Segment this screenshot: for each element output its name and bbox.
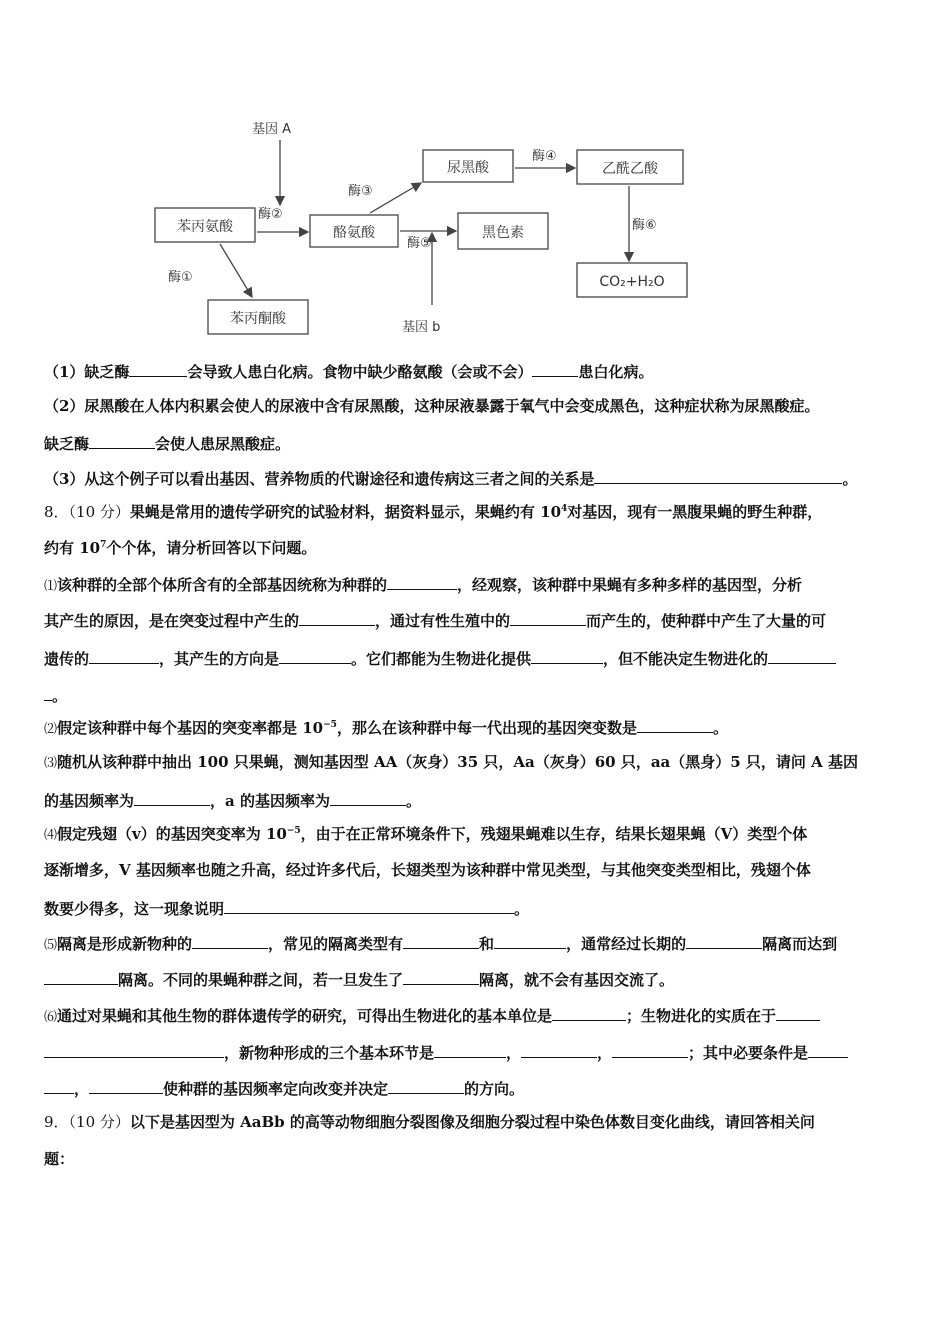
q8-p6-line3 <box>44 1077 910 1099</box>
exponent: 7 <box>100 540 107 550</box>
answer-blank <box>637 716 713 733</box>
q8-intro-line1 <box>44 502 910 522</box>
text: 。 <box>52 687 68 705</box>
q8-p4-line2 <box>44 860 910 880</box>
enzyme-5-label: 酶⑤ <box>407 236 432 251</box>
text: 逐渐增多，V 基因频率也随之升高，经过许多代后，长翅类型为该种群中常见类型，与其他突变类型相比，残翅个体 <box>44 861 811 879</box>
text: 数要少得多，这一现象说明 <box>44 900 225 918</box>
enzyme-1-label: 酶① <box>168 270 193 285</box>
sub-number: ⑹ <box>44 1010 58 1025</box>
answer-blank <box>594 467 842 484</box>
answer-blank <box>44 1077 74 1094</box>
text: ，由于在正常环境条件下，残翅果蝇难以生存，结果长翅果蝇（V）类型个体 <box>300 825 808 843</box>
answer-blank <box>44 968 118 985</box>
text: 果蝇是常用的遗传学研究的试验材料，据资料显示，果蝇约有 10 <box>129 503 562 521</box>
question-number: 8．（10 分） <box>44 503 130 521</box>
answer-blank <box>330 789 406 806</box>
text: 会导致人患白化病。食物中缺少酪氨酸（会或不会） <box>187 363 533 381</box>
text: 隔离。不同的果蝇种群之间，若一旦发生了 <box>118 971 404 989</box>
answer-blank <box>129 360 187 377</box>
text: 遗传的 <box>44 650 90 668</box>
answer-blank <box>44 684 52 701</box>
text: 。它们都能为生物进化提供 <box>351 650 532 668</box>
answer-blank <box>279 647 351 664</box>
q7-part3 <box>44 467 910 489</box>
enzyme-4-label: 酶④ <box>532 149 557 164</box>
text: 题： <box>44 1150 75 1168</box>
enzyme-6-label: 酶⑥ <box>632 218 657 233</box>
q8-p1-line1 <box>44 573 910 597</box>
answer-blank <box>434 1041 506 1058</box>
node-phenylpyruvic: 苯丙酮酸 <box>230 311 286 327</box>
answer-blank <box>388 1077 464 1094</box>
text: ，但不能决定生物进化的 <box>603 650 769 668</box>
text: 而产生的，使种群中产生了大量的可 <box>586 612 827 630</box>
answer-blank <box>686 932 762 949</box>
arrow-e3 <box>370 183 421 213</box>
text: 假定该种群中每个基因的突变率都是 10 <box>57 719 324 737</box>
text: ，其产生的方向是 <box>159 650 280 668</box>
text: 。 <box>712 719 728 737</box>
text: 的基因频率为 <box>44 792 135 810</box>
q7-part2-line2 <box>44 432 910 454</box>
text: ， <box>597 1044 613 1062</box>
q8-p1-line4 <box>44 684 910 706</box>
q8-p2 <box>44 716 910 740</box>
text: 的方向。 <box>464 1080 525 1098</box>
q7-part2-line1 <box>44 396 910 416</box>
text: 缺乏酶 <box>44 435 90 453</box>
q8-p4-line3 <box>44 897 910 919</box>
text: 。 <box>405 792 421 810</box>
node-tyrosine: 酪氨酸 <box>333 225 375 241</box>
q8-p6-line1 <box>44 1004 910 1028</box>
text: 。 <box>514 900 530 918</box>
text: ，那么在该种群中每一代出现的基因突变数是 <box>336 719 637 737</box>
text: ，a 的基因频率为 <box>210 792 330 810</box>
answer-blank <box>612 1041 688 1058</box>
text: ，通常经过长期的 <box>566 935 687 953</box>
text: ，新物种形成的三个基本环节是 <box>224 1044 435 1062</box>
text: 个个体，请分析回答以下问题。 <box>106 539 317 557</box>
sub-number: ⑷ <box>44 828 58 843</box>
node-co2-h2o: CO₂+H₂O <box>599 274 665 290</box>
text: ，通过有性生殖中的 <box>375 612 511 630</box>
text: 以下是基因型为 AaBb 的高等动物细胞分裂图像及细胞分裂过程中染色体数目变化曲线，请回答相关问 <box>129 1113 815 1131</box>
answer-blank <box>776 1004 820 1021</box>
q8-p3-line1 <box>44 752 910 774</box>
text: （2）尿黑酸在人体内积累会使人的尿液中含有尿黑酸，这种尿液暴露于氧气中会变成黑色，这种症状称为尿黑酸症。 <box>44 397 820 415</box>
text: （3）从这个例子可以看出基因、营养物质的代谢途径和遗传病这三者之间的关系是 <box>44 470 595 488</box>
gene-a-label: 基因 A <box>252 122 292 137</box>
q9-line1 <box>44 1112 910 1132</box>
answer-blank <box>403 932 479 949</box>
answer-blank <box>531 647 603 664</box>
text: 约有 10 <box>44 539 101 557</box>
text: （1）缺乏酶 <box>44 363 130 381</box>
node-melanin: 黑色素 <box>482 225 524 241</box>
text: ，经观察，该种群中果蝇有多种多样的基因型，分析 <box>457 576 803 594</box>
sub-number: ⑶ <box>44 756 58 771</box>
q8-p1-line2 <box>44 609 910 631</box>
text: 隔离，就不会有基因交流了。 <box>479 971 675 989</box>
text: ，常见的隔离类型有 <box>268 935 404 953</box>
text: 会使人患尿黑酸症。 <box>155 435 291 453</box>
answer-blank <box>89 647 159 664</box>
q8-p6-line2 <box>44 1041 910 1063</box>
text: 隔离而达到 <box>762 935 838 953</box>
exponent: −5 <box>286 826 301 836</box>
node-homogentisic: 尿黑酸 <box>447 160 489 176</box>
answer-blank <box>768 647 836 664</box>
node-phenylalanine: 苯丙氨酸 <box>177 219 233 235</box>
text: 。 <box>842 470 858 488</box>
text: 通过对果蝇和其他生物的群体遗传学的研究，可得出生物进化的基本单位是 <box>57 1007 553 1025</box>
q8-p3-line2 <box>44 789 910 811</box>
answer-blank <box>224 897 514 914</box>
arrow-e1 <box>220 244 252 297</box>
answer-blank <box>521 1041 597 1058</box>
answer-blank <box>192 932 268 949</box>
answer-blank <box>552 1004 626 1021</box>
text: ；生物进化的实质在于 <box>626 1007 777 1025</box>
q7-part1 <box>44 360 910 382</box>
text: 其产生的原因，是在突变过程中产生的 <box>44 612 300 630</box>
text: 对基因，现有一黑腹果蝇的野生种群， <box>567 503 823 521</box>
q8-p5-line1 <box>44 932 910 956</box>
gene-b-label: 基因 b <box>402 320 441 335</box>
text: ， <box>74 1080 90 1098</box>
answer-blank <box>532 360 578 377</box>
exponent: −5 <box>323 720 337 730</box>
text: ；其中必要条件是 <box>688 1044 809 1062</box>
answer-blank <box>89 432 155 449</box>
answer-blank <box>299 609 375 626</box>
text: 使种群的基因频率定向改变并决定 <box>163 1080 389 1098</box>
q8-p5-line2 <box>44 968 910 990</box>
enzyme-3-label: 酶③ <box>348 184 373 199</box>
text: 随机从该种群中抽出 100 只果蝇，测知基因型 AA（灰身）35 只，Aa（灰身）60 只，aa（黑身）5 只，请问 A 基因 <box>57 753 859 771</box>
text: 假定残翅（v）的基因突变率为 10 <box>57 825 287 843</box>
answer-blank <box>510 609 586 626</box>
answer-blank <box>494 932 566 949</box>
text: ， <box>506 1044 522 1062</box>
text: 隔离是形成新物种的 <box>57 935 193 953</box>
q8-p1-line3 <box>44 647 910 669</box>
sub-number: ⑴ <box>44 579 58 594</box>
text: 患白化病。 <box>578 363 654 381</box>
question-number: 9．（10 分） <box>44 1113 130 1131</box>
sub-number: ⑵ <box>44 722 58 737</box>
q9-line2 <box>44 1149 910 1169</box>
node-acetoacetic: 乙酰乙酸 <box>602 161 658 177</box>
enzyme-2-label: 酶② <box>258 207 283 222</box>
answer-blank <box>89 1077 163 1094</box>
sub-number: ⑸ <box>44 938 58 953</box>
q8-p4-line1 <box>44 824 910 846</box>
q8-intro-line2 <box>44 538 910 558</box>
exponent: 4 <box>561 504 568 514</box>
text: 该种群的全部个体所含有的全部基因统称为种群的 <box>57 576 388 594</box>
answer-blank <box>808 1041 848 1058</box>
answer-blank <box>134 789 210 806</box>
answer-blank <box>403 968 479 985</box>
answer-blank <box>44 1041 224 1058</box>
metabolic-pathway-diagram <box>140 105 700 345</box>
text: 和 <box>479 935 495 953</box>
answer-blank <box>387 573 457 590</box>
